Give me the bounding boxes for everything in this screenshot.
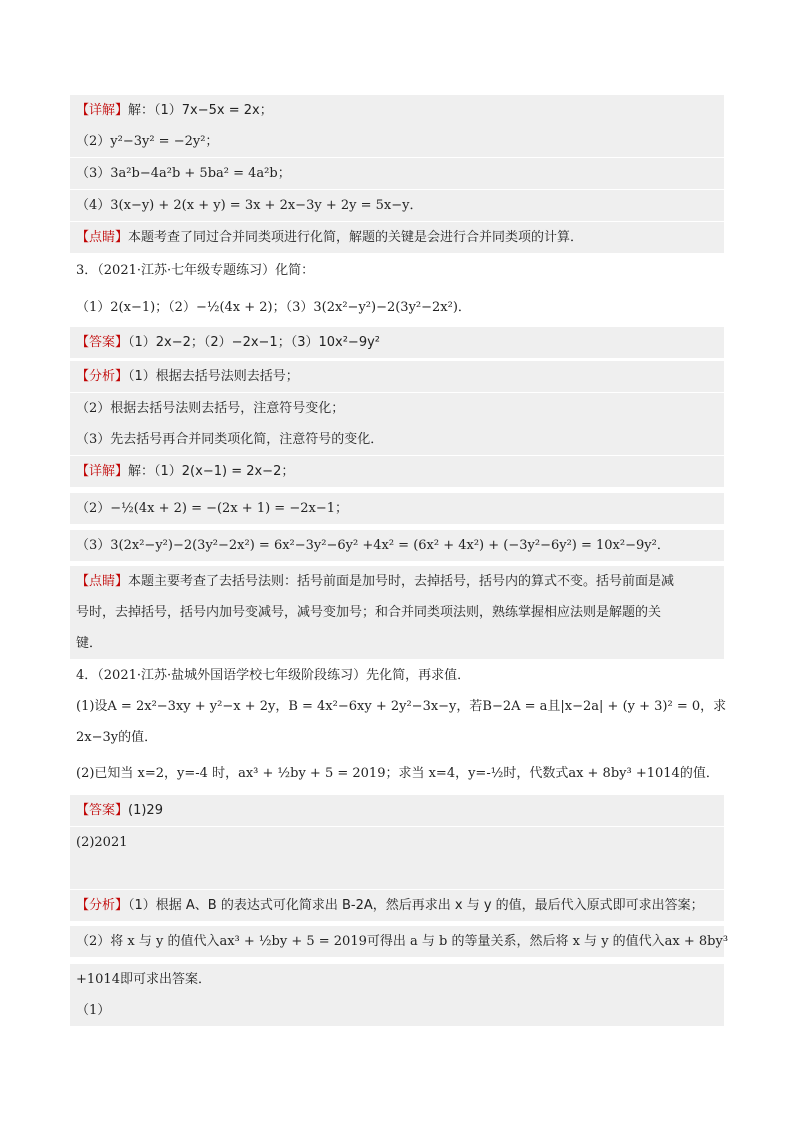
text-line: （2）−½(4x + 2) = −(2x + 1) = −2x−1； bbox=[70, 493, 724, 524]
line-content: （1）2x−2；（2）−2x−1；（3）10x²−9y² bbox=[128, 335, 380, 350]
text-line: （1） bbox=[70, 995, 724, 1026]
text-line bbox=[70, 890, 724, 921]
section-tag: 【点睛】 bbox=[76, 574, 129, 589]
section-tag: 【详解】 bbox=[76, 464, 129, 479]
section-tag: 【答案】 bbox=[76, 335, 129, 350]
text-line bbox=[70, 858, 724, 889]
text-line: （2）y²−3y² = −2y²； bbox=[70, 126, 724, 157]
text-line: 3．（2021·江苏·七年级专题练习）化简： bbox=[76, 263, 315, 278]
text-line: （2）将 x 与 y 的值代入ax³ + ½by + 5 = 2019可得出 a 与 b 的等量关系，然后将 x 与 y 的值代入ax + 8by³ bbox=[70, 926, 724, 957]
section-tag: 【详解】 bbox=[76, 103, 129, 118]
text-line: （1）2(x−1)；（2）−½(4x + 2)；（3）3(2x²−y²)−2(3y²−2x²)． bbox=[76, 300, 471, 315]
line-content: （1）根据 A、B 的表达式可化简求出 B-2A，然后再求出 x 与 y 的值，最后代入原式即可求出答案； bbox=[128, 898, 704, 913]
text-line bbox=[70, 456, 724, 487]
line-content: 本题考查了同过合并同类项进行化简，解题的关键是会进行合并同类项的计算． bbox=[128, 230, 584, 245]
text-line bbox=[70, 566, 724, 597]
text-line: （3）3a²b−4a²b + 5ba² = 4a²b； bbox=[70, 158, 724, 189]
line-content: 解：（1）2(x−1) = 2x−2； bbox=[128, 464, 295, 479]
text-line: 2x−3y的值． bbox=[76, 730, 158, 745]
text-line bbox=[70, 361, 724, 392]
section-tag: 【点睛】 bbox=[76, 230, 129, 245]
text-line: (1)设A = 2x²−3xy + y²−x + 2y，B = 4x²−6xy + 2y²−3x−y，若B−2A = a且|x−2a| + (y + 3)² = 0，求 bbox=[76, 699, 727, 714]
text-line bbox=[70, 795, 724, 826]
line-content: 解：（1）7x−5x = 2x； bbox=[128, 103, 273, 118]
section-tag: 【分析】 bbox=[76, 369, 129, 384]
text-line: （3）先去括号再合并同类项化简，注意符号的变化． bbox=[70, 424, 724, 455]
text-line: 键． bbox=[70, 628, 724, 659]
text-line: （4）3(x−y) + 2(x + y) = 3x + 2x−3y + 2y = 5x−y． bbox=[70, 190, 724, 221]
section-tag: 【分析】 bbox=[76, 898, 129, 913]
text-line: 号时，去掉括号，括号内加号变减号，减号变加号；和合并同类项法则，熟练掌握相应法则是解题的关 bbox=[70, 597, 724, 628]
line-content: 本题主要考查了去括号法则：括号前面是加号时，去掉括号，括号内的算式不变。括号前面是减 bbox=[128, 574, 675, 589]
text-line: 4．（2021·江苏·盐城外国语学校七年级阶段练习）先化简，再求值． bbox=[76, 668, 471, 683]
text-line bbox=[70, 222, 724, 253]
text-line bbox=[70, 327, 724, 358]
line-content: （1）根据去括号法则去括号； bbox=[128, 369, 299, 384]
text-line: +1014即可求出答案． bbox=[70, 964, 724, 995]
text-line: (2)已知当 x=2，y=-4 时，ax³ + ½by + 5 = 2019；求当 x=4，y=-½时，代数式ax + 8by³ +1014的值． bbox=[76, 766, 719, 781]
line-content: (1)29 bbox=[128, 803, 163, 818]
text-line: (2)2021 bbox=[70, 827, 724, 858]
text-line: （2）根据去括号法则去括号，注意符号变化； bbox=[70, 393, 724, 424]
text-line bbox=[70, 95, 724, 126]
section-tag: 【答案】 bbox=[76, 803, 129, 818]
text-line: （3）3(2x²−y²)−2(3y²−2x²) = 6x²−3y²−6y² +4x² = (6x² + 4x²) + (−3y²−6y²) = 10x²−9y²． bbox=[70, 530, 724, 561]
